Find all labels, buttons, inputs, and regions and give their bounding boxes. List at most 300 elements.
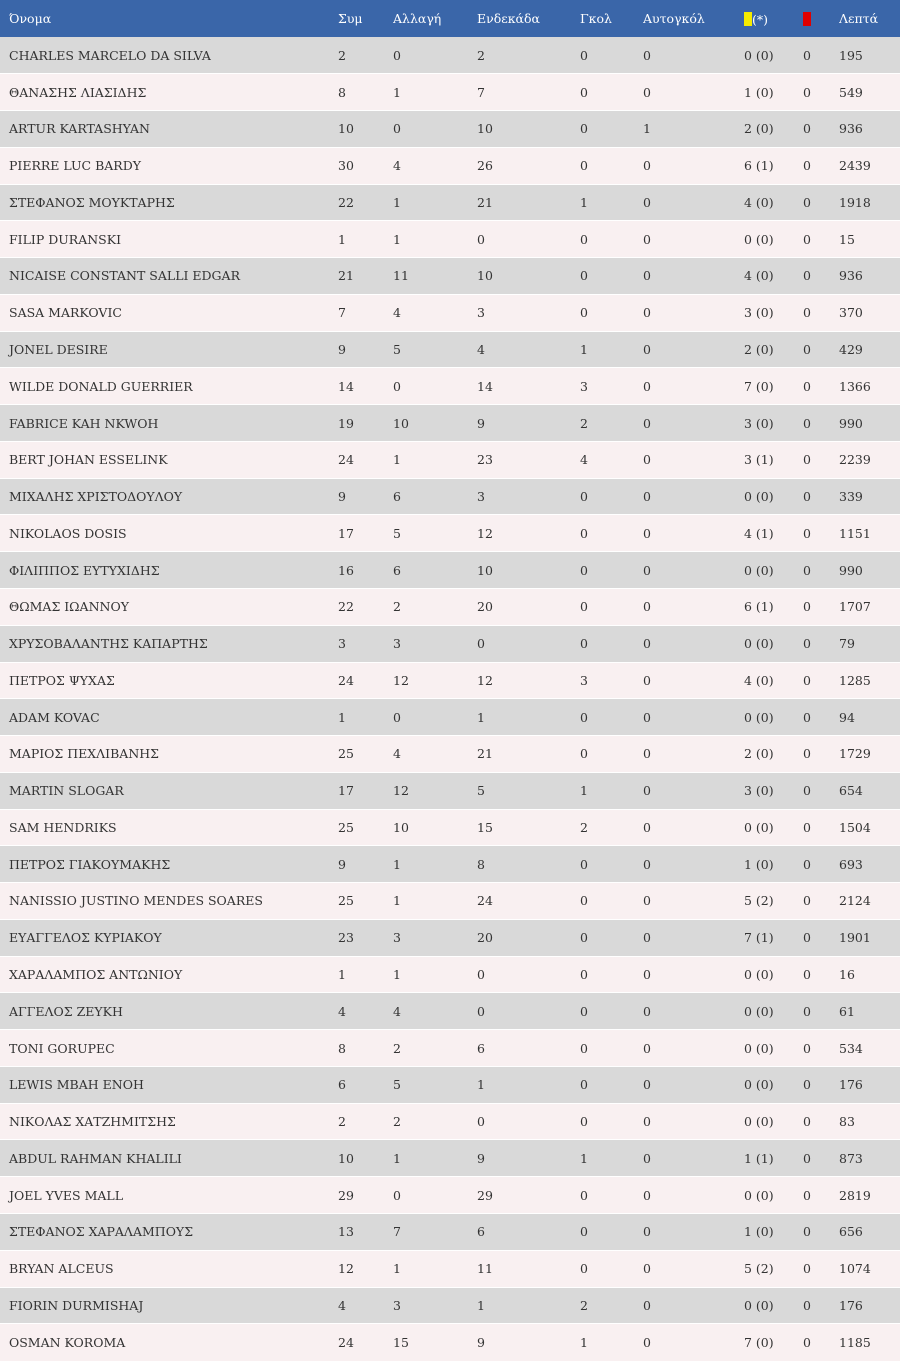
- cell-own-goals: 0: [643, 221, 744, 258]
- cell-yellow-cards: 0 (0): [744, 1066, 803, 1103]
- cell-yellow-cards: 6 (1): [744, 147, 803, 184]
- cell-starts: 12: [477, 662, 580, 699]
- cell-player-name[interactable]: ΘΑΝΑΣΗΣ ΛΙΑΣΙΔΗΣ: [0, 74, 338, 111]
- cell-goals: 0: [580, 919, 643, 956]
- cell-minutes: 370: [839, 294, 900, 331]
- cell-player-name[interactable]: ΑΓΓΕΛΟΣ ΖΕΥΚΗ: [0, 993, 338, 1030]
- cell-red-cards: 0: [803, 111, 839, 148]
- cell-minutes: 195: [839, 47, 863, 63]
- cell-own-goals: 0: [643, 809, 744, 846]
- cell-substitute-apps: 4: [393, 993, 477, 1030]
- cell-player-name[interactable]: PIERRE LUC BARDY: [0, 147, 338, 184]
- cell-substitute-apps: 3: [393, 919, 477, 956]
- cell-starts: 10: [477, 552, 580, 589]
- cell-red-cards: 0: [803, 1103, 839, 1140]
- cell-player-name[interactable]: SAM HENDRIKS: [0, 809, 338, 846]
- cell-starts: 20: [477, 588, 580, 625]
- table-row: [0, 515, 900, 552]
- cell-substitute-apps: 1: [393, 221, 477, 258]
- cell-red-cards: 0: [803, 368, 839, 405]
- yellow-card-suffix: (*): [752, 11, 769, 27]
- cell-yellow-cards: 5 (2): [744, 883, 803, 920]
- cell-appearances: 30: [338, 147, 393, 184]
- col-header-subs[interactable]: Αλλαγή: [393, 11, 442, 26]
- cell-red-cards: 0: [803, 147, 839, 184]
- cell-red-cards: 0: [803, 809, 839, 846]
- cell-yellow-cards: 0 (0): [744, 1287, 803, 1324]
- cell-player-name[interactable]: ΘΩΜΑΣ ΙΩΑΝΝΟΥ: [0, 588, 338, 625]
- cell-goals: 0: [580, 478, 643, 515]
- table-row: [0, 147, 900, 184]
- cell-minutes: 176: [839, 1287, 900, 1324]
- cell-substitute-apps: 1: [393, 1250, 477, 1287]
- cell-red-cards: 0: [803, 515, 839, 552]
- cell-red-cards: 0: [803, 441, 839, 478]
- cell-minutes: 1918: [839, 184, 900, 221]
- cell-player-name[interactable]: ΝΙΚΟΛΑΣ ΧΑΤΖΗΜΙΤΣΗΣ: [0, 1103, 338, 1140]
- cell-substitute-apps: 0: [393, 368, 477, 405]
- cell-substitute-apps: 0: [393, 47, 401, 63]
- cell-goals: 0: [580, 846, 643, 883]
- cell-minutes: 656: [839, 1214, 900, 1251]
- cell-yellow-cards: 0 (0): [744, 1103, 803, 1140]
- cell-goals: 0: [580, 1030, 643, 1067]
- cell-red-cards: 0: [803, 956, 839, 993]
- cell-own-goals: 0: [643, 1214, 744, 1251]
- cell-red-cards: 0: [803, 47, 811, 63]
- cell-yellow-cards: 2 (0): [744, 111, 803, 148]
- cell-starts: 20: [477, 919, 580, 956]
- cell-red-cards: 0: [803, 74, 839, 111]
- cell-goals: 0: [580, 588, 643, 625]
- cell-starts: 3: [477, 478, 580, 515]
- cell-own-goals: 0: [643, 552, 744, 589]
- cell-appearances: 14: [338, 368, 393, 405]
- cell-minutes: 61: [839, 993, 900, 1030]
- cell-starts: 21: [477, 736, 580, 773]
- cell-minutes: 549: [839, 74, 900, 111]
- cell-substitute-apps: 1: [393, 846, 477, 883]
- cell-red-cards: 0: [803, 662, 839, 699]
- cell-substitute-apps: 4: [393, 736, 477, 773]
- cell-starts: 11: [477, 1250, 580, 1287]
- cell-appearances: 17: [338, 515, 393, 552]
- cell-own-goals: 0: [643, 184, 744, 221]
- cell-own-goals: 0: [643, 699, 744, 736]
- cell-starts: 26: [477, 147, 580, 184]
- cell-starts: 0: [477, 993, 580, 1030]
- cell-own-goals: 0: [643, 47, 651, 63]
- cell-player-name[interactable]: FIORIN DURMISHAJ: [0, 1287, 338, 1324]
- table-row: [0, 699, 900, 736]
- table-row: [0, 221, 900, 258]
- table-row: [0, 993, 900, 1030]
- cell-player-name[interactable]: NANISSIO JUSTINO MENDES SOARES: [0, 883, 338, 920]
- cell-minutes: 15: [839, 221, 900, 258]
- cell-substitute-apps: 7: [393, 1214, 477, 1251]
- cell-appearances: 7: [338, 294, 393, 331]
- cell-own-goals: 0: [643, 331, 744, 368]
- cell-red-cards: 0: [803, 588, 839, 625]
- cell-red-cards: 0: [803, 184, 839, 221]
- cell-yellow-cards: 7 (0): [744, 1324, 803, 1361]
- cell-goals: 0: [580, 1066, 643, 1103]
- cell-red-cards: 0: [803, 1177, 839, 1214]
- cell-goals: 1: [580, 1324, 643, 1361]
- cell-yellow-cards: 4 (0): [744, 184, 803, 221]
- cell-own-goals: 0: [643, 258, 744, 295]
- cell-player-name[interactable]: LEWIS MBAH ENOH: [0, 1066, 338, 1103]
- cell-appearances: 8: [338, 1030, 393, 1067]
- cell-yellow-cards: 0 (0): [744, 956, 803, 993]
- cell-substitute-apps: 0: [393, 111, 477, 148]
- table-row: [0, 478, 900, 515]
- cell-yellow-cards: 0 (0): [744, 221, 803, 258]
- cell-minutes: 2124: [839, 883, 900, 920]
- table-header-row: [0, 0, 900, 37]
- cell-minutes: 1285: [839, 662, 900, 699]
- col-header-goals[interactable]: Γκολ: [580, 11, 612, 26]
- cell-red-cards: 0: [803, 736, 839, 773]
- cell-player-name[interactable]: TONI GORUPEC: [0, 1030, 338, 1067]
- cell-yellow-cards: 0 (0): [744, 1177, 803, 1214]
- cell-starts: 0: [477, 625, 580, 662]
- table-row: [0, 736, 900, 773]
- cell-own-goals: 0: [643, 1324, 744, 1361]
- table-row: [0, 919, 900, 956]
- cell-yellow-cards: 5 (2): [744, 1250, 803, 1287]
- cell-own-goals: 0: [643, 1103, 744, 1140]
- table-row: [0, 1250, 900, 1287]
- cell-player-name[interactable]: NICAISE CONSTANT SALLI EDGAR: [0, 258, 338, 295]
- cell-goals: 0: [580, 993, 643, 1030]
- col-header-yellow-cards[interactable]: [744, 0, 803, 37]
- cell-starts: 8: [477, 846, 580, 883]
- cell-red-cards: 0: [803, 1250, 839, 1287]
- cell-red-cards: 0: [803, 294, 839, 331]
- cell-substitute-apps: 10: [393, 809, 477, 846]
- cell-appearances: 1: [338, 221, 393, 258]
- cell-yellow-cards: 3 (0): [744, 772, 803, 809]
- cell-red-cards: 0: [803, 478, 839, 515]
- cell-starts: 1: [477, 1287, 580, 1324]
- table-row: [0, 441, 900, 478]
- cell-goals: 2: [580, 809, 643, 846]
- cell-appearances: 9: [338, 846, 393, 883]
- cell-own-goals: 0: [643, 662, 744, 699]
- cell-appearances: 29: [338, 1177, 393, 1214]
- cell-goals: 1: [580, 331, 643, 368]
- table-row: [0, 368, 900, 405]
- cell-substitute-apps: 6: [393, 478, 477, 515]
- cell-minutes: 2819: [839, 1177, 900, 1214]
- cell-own-goals: 1: [643, 111, 744, 148]
- cell-yellow-cards: 7 (1): [744, 919, 803, 956]
- cell-player-name[interactable]: ΣΤΕΦΑΝΟΣ ΜΟΥΚΤΑΡΗΣ: [0, 184, 338, 221]
- cell-yellow-cards: 0 (0): [744, 993, 803, 1030]
- cell-red-cards: 0: [803, 1030, 839, 1067]
- cell-starts: 9: [477, 405, 580, 442]
- cell-player-name[interactable]: MARTIN SLOGAR: [0, 772, 338, 809]
- cell-yellow-cards: 3 (0): [744, 405, 803, 442]
- cell-yellow-cards: 0 (0): [744, 1030, 803, 1067]
- cell-starts: 3: [477, 294, 580, 331]
- cell-goals: 0: [580, 47, 588, 63]
- cell-yellow-cards: 0 (0): [744, 625, 803, 662]
- cell-player-name[interactable]: ABDUL RAHMAN KHALILI: [0, 1140, 338, 1177]
- cell-goals: 0: [580, 699, 643, 736]
- cell-substitute-apps: 15: [393, 1324, 477, 1361]
- cell-minutes: 429: [839, 331, 900, 368]
- col-header-starts[interactable]: Ενδεκάδα: [477, 11, 540, 26]
- cell-goals: 0: [580, 625, 643, 662]
- cell-starts: 4: [477, 331, 580, 368]
- cell-red-cards: 0: [803, 846, 839, 883]
- cell-goals: 0: [580, 221, 643, 258]
- cell-yellow-cards: 4 (0): [744, 662, 803, 699]
- cell-own-goals: 0: [643, 1030, 744, 1067]
- cell-red-cards: 0: [803, 552, 839, 589]
- table-row: [0, 588, 900, 625]
- cell-appearances: 2: [338, 47, 346, 63]
- cell-minutes: 1729: [839, 736, 900, 773]
- table-row: [0, 883, 900, 920]
- cell-starts: 29: [477, 1177, 580, 1214]
- cell-goals: 0: [580, 258, 643, 295]
- cell-player-name[interactable]: JOEL YVES MALL: [0, 1177, 338, 1214]
- cell-appearances: 1: [338, 956, 393, 993]
- cell-own-goals: 0: [643, 1140, 744, 1177]
- cell-minutes: 83: [839, 1103, 900, 1140]
- cell-player-name[interactable]: ΜΙΧΑΛΗΣ ΧΡΙΣΤΟΔΟΥΛΟΥ: [0, 478, 338, 515]
- cell-yellow-cards: 0 (0): [744, 478, 803, 515]
- cell-yellow-cards: 0 (0): [744, 47, 774, 63]
- cell-goals: 0: [580, 294, 643, 331]
- cell-player-name[interactable]: NIKOLAOS DOSIS: [0, 515, 338, 552]
- cell-goals: 0: [580, 883, 643, 920]
- cell-goals: 1: [580, 184, 643, 221]
- table-row: [0, 294, 900, 331]
- table-row: [0, 625, 900, 662]
- cell-yellow-cards: 0 (0): [744, 699, 803, 736]
- cell-minutes: 654: [839, 772, 900, 809]
- cell-goals: 3: [580, 368, 643, 405]
- cell-own-goals: 0: [643, 919, 744, 956]
- col-header-name[interactable]: Όνομα: [9, 11, 52, 26]
- cell-substitute-apps: 0: [393, 1177, 477, 1214]
- cell-minutes: 2439: [839, 147, 900, 184]
- cell-red-cards: 0: [803, 699, 839, 736]
- cell-appearances: 16: [338, 552, 393, 589]
- cell-red-cards: 0: [803, 883, 839, 920]
- cell-minutes: 1901: [839, 919, 900, 956]
- cell-own-goals: 0: [643, 846, 744, 883]
- cell-appearances: 24: [338, 1324, 393, 1361]
- cell-player-name[interactable]: BERT JOHAN ESSELINK: [0, 441, 338, 478]
- cell-player-name[interactable]: ΠΕΤΡΟΣ ΓΙΑΚΟΥΜΑΚΗΣ: [0, 846, 338, 883]
- cell-appearances: 3: [338, 625, 393, 662]
- cell-starts: 1: [477, 699, 580, 736]
- cell-minutes: 1185: [839, 1324, 900, 1361]
- cell-player-name[interactable]: ΧΡΥΣΟΒΑΛΑΝΤΗΣ ΚΑΠΑΡΤΗΣ: [0, 625, 338, 662]
- cell-yellow-cards: 1 (0): [744, 1214, 803, 1251]
- cell-starts: 9: [477, 1324, 580, 1361]
- cell-goals: 1: [580, 772, 643, 809]
- cell-red-cards: 0: [803, 331, 839, 368]
- cell-starts: 0: [477, 221, 580, 258]
- col-header-apps[interactable]: Συμ: [338, 11, 363, 26]
- cell-player-name[interactable]: CHARLES MARCELO DA SILVA: [9, 47, 211, 63]
- cell-player-name[interactable]: ADAM KOVAC: [0, 699, 338, 736]
- cell-appearances: 22: [338, 184, 393, 221]
- cell-appearances: 8: [338, 74, 393, 111]
- cell-appearances: 10: [338, 111, 393, 148]
- cell-goals: 0: [580, 147, 643, 184]
- cell-substitute-apps: 1: [393, 883, 477, 920]
- cell-goals: 1: [580, 1140, 643, 1177]
- table-body: [0, 37, 900, 1361]
- cell-player-name[interactable]: WILDE DONALD GUERRIER: [0, 368, 338, 405]
- cell-goals: 0: [580, 1214, 643, 1251]
- cell-starts: 0: [477, 956, 580, 993]
- cell-red-cards: 0: [803, 993, 839, 1030]
- cell-minutes: 79: [839, 625, 900, 662]
- cell-minutes: 1707: [839, 588, 900, 625]
- cell-starts: 7: [477, 74, 580, 111]
- cell-substitute-apps: 2: [393, 588, 477, 625]
- cell-starts: 6: [477, 1214, 580, 1251]
- cell-substitute-apps: 1: [393, 956, 477, 993]
- cell-yellow-cards: 3 (1): [744, 441, 803, 478]
- table-row: [0, 956, 900, 993]
- table-row: [0, 809, 900, 846]
- cell-yellow-cards: 0 (0): [744, 552, 803, 589]
- cell-player-name[interactable]: ΦΙΛΙΠΠΟΣ ΕΥΤΥΧΙΔΗΣ: [0, 552, 338, 589]
- cell-player-name[interactable]: FILIP DURANSKI: [0, 221, 338, 258]
- cell-goals: 3: [580, 662, 643, 699]
- cell-red-cards: 0: [803, 919, 839, 956]
- cell-appearances: 2: [338, 1103, 393, 1140]
- cell-player-name[interactable]: ΧΑΡΑΛΑΜΠΟΣ ΑΝΤΩΝΙΟΥ: [0, 956, 338, 993]
- red-card-icon: [803, 12, 811, 26]
- cell-starts: 9: [477, 1140, 580, 1177]
- cell-starts: 21: [477, 184, 580, 221]
- cell-starts: 24: [477, 883, 580, 920]
- cell-red-cards: 0: [803, 1324, 839, 1361]
- cell-appearances: 6: [338, 1066, 393, 1103]
- cell-starts: 15: [477, 809, 580, 846]
- table-row: [0, 1140, 900, 1177]
- cell-substitute-apps: 3: [393, 1287, 477, 1324]
- cell-player-name[interactable]: SASA MARKOVIC: [0, 294, 338, 331]
- cell-yellow-cards: 0 (0): [744, 809, 803, 846]
- cell-substitute-apps: 12: [393, 662, 477, 699]
- cell-substitute-apps: 6: [393, 552, 477, 589]
- table-row: [0, 258, 900, 295]
- cell-appearances: 4: [338, 993, 393, 1030]
- cell-appearances: 21: [338, 258, 393, 295]
- cell-goals: 2: [580, 1287, 643, 1324]
- cell-player-name[interactable]: ΠΕΤΡΟΣ ΨΥΧΑΣ: [0, 662, 338, 699]
- cell-player-name[interactable]: ARTUR KARTASHYAN: [0, 111, 338, 148]
- cell-yellow-cards: 1 (0): [744, 846, 803, 883]
- cell-appearances: 25: [338, 736, 393, 773]
- cell-appearances: 24: [338, 441, 393, 478]
- cell-red-cards: 0: [803, 405, 839, 442]
- cell-goals: 0: [580, 956, 643, 993]
- cell-goals: 0: [580, 1103, 643, 1140]
- cell-red-cards: 0: [803, 258, 839, 295]
- cell-own-goals: 0: [643, 368, 744, 405]
- cell-player-name[interactable]: ΣΤΕΦΑΝΟΣ ΧΑΡΑΛΑΜΠΟΥΣ: [0, 1214, 338, 1251]
- cell-own-goals: 0: [643, 74, 744, 111]
- cell-minutes: 873: [839, 1140, 900, 1177]
- cell-minutes: 534: [839, 1030, 900, 1067]
- cell-minutes: 693: [839, 846, 900, 883]
- cell-substitute-apps: 1: [393, 1140, 477, 1177]
- cell-minutes: 339: [839, 478, 900, 515]
- cell-yellow-cards: 4 (0): [744, 258, 803, 295]
- cell-yellow-cards: 4 (1): [744, 515, 803, 552]
- cell-appearances: 9: [338, 478, 393, 515]
- yellow-card-icon: [744, 12, 752, 26]
- table-row: [0, 552, 900, 589]
- cell-substitute-apps: 5: [393, 331, 477, 368]
- cell-own-goals: 0: [643, 515, 744, 552]
- table-row: [0, 1324, 900, 1361]
- cell-own-goals: 0: [643, 625, 744, 662]
- cell-starts: 6: [477, 1030, 580, 1067]
- cell-minutes: 2239: [839, 441, 900, 478]
- table-row: [0, 1177, 900, 1214]
- table-row: [0, 37, 900, 74]
- cell-own-goals: 0: [643, 147, 744, 184]
- cell-player-name[interactable]: BRYAN ALCEUS: [0, 1250, 338, 1287]
- cell-red-cards: 0: [803, 625, 839, 662]
- cell-substitute-apps: 4: [393, 294, 477, 331]
- cell-minutes: 16: [839, 956, 900, 993]
- cell-player-name[interactable]: JONEL DESIRE: [0, 331, 338, 368]
- cell-starts: 10: [477, 258, 580, 295]
- cell-starts: 12: [477, 515, 580, 552]
- cell-minutes: 1366: [839, 368, 900, 405]
- cell-player-name[interactable]: ΜΑΡΙΟΣ ΠΕΧΛΙΒΑΝΗΣ: [0, 736, 338, 773]
- cell-player-name[interactable]: OSMAN KOROMA: [0, 1324, 338, 1361]
- cell-substitute-apps: 10: [393, 405, 477, 442]
- cell-appearances: 22: [338, 588, 393, 625]
- cell-player-name[interactable]: ΕΥΑΓΓΕΛΟΣ ΚΥΡΙΑΚΟΥ: [0, 919, 338, 956]
- col-header-minutes[interactable]: Λεπτά: [839, 11, 879, 26]
- cell-own-goals: 0: [643, 1066, 744, 1103]
- cell-substitute-apps: 5: [393, 515, 477, 552]
- cell-starts: 10: [477, 111, 580, 148]
- cell-goals: 0: [580, 1177, 643, 1214]
- cell-appearances: 10: [338, 1140, 393, 1177]
- col-header-red-cards[interactable]: [803, 0, 839, 37]
- col-header-own-goals[interactable]: Αυτογκόλ: [643, 11, 705, 26]
- cell-minutes: 936: [839, 258, 900, 295]
- cell-goals: 0: [580, 74, 643, 111]
- cell-own-goals: 0: [643, 405, 744, 442]
- cell-goals: 4: [580, 441, 643, 478]
- cell-substitute-apps: 1: [393, 74, 477, 111]
- cell-yellow-cards: 1 (1): [744, 1140, 803, 1177]
- cell-minutes: 990: [839, 552, 900, 589]
- table-row: [0, 772, 900, 809]
- cell-player-name[interactable]: FABRICE KAH NKWOH: [0, 405, 338, 442]
- cell-substitute-apps: 12: [393, 772, 477, 809]
- cell-minutes: 176: [839, 1066, 900, 1103]
